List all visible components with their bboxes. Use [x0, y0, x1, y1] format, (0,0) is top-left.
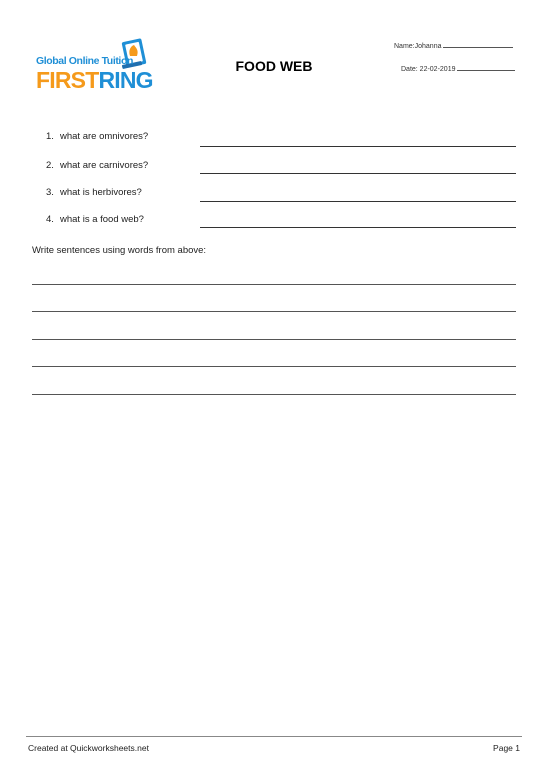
- writing-line-5: [32, 394, 516, 395]
- answer-line-1: [200, 146, 516, 147]
- name-label: Name:Johanna: [394, 43, 442, 50]
- instruction-text: Write sentences using words from above:: [32, 245, 207, 256]
- writing-line-1: [32, 284, 516, 285]
- logo-brand-ring: RING: [98, 67, 153, 93]
- logo-tagline: Global Online Tuition: [36, 55, 133, 67]
- question-number: 2.: [46, 160, 54, 171]
- question-4: [46, 214, 144, 225]
- page-number: Page 1: [493, 743, 520, 753]
- question-number: 4.: [46, 214, 54, 225]
- question-text: what is herbivores?: [60, 187, 142, 198]
- writing-line-4: [32, 366, 516, 367]
- footer-divider: [26, 736, 522, 737]
- question-number: 1.: [46, 131, 54, 142]
- name-blank-line: [443, 41, 513, 48]
- question-3: [46, 187, 142, 198]
- question-text: what is a food web?: [60, 214, 144, 225]
- question-text: what are omnivores?: [60, 131, 149, 142]
- date-label: Date: 22-02-2019: [401, 66, 456, 73]
- question-number: 3.: [46, 187, 54, 198]
- footer-credit: Created at Quickworksheets.net: [28, 743, 149, 753]
- writing-line-3: [32, 339, 516, 340]
- question-2: [46, 160, 148, 171]
- date-blank-line: [457, 64, 515, 71]
- question-1: [46, 131, 148, 142]
- writing-line-2: [32, 311, 516, 312]
- answer-line-4: [200, 227, 516, 228]
- page-title: FOOD WEB: [235, 58, 313, 74]
- answer-line-2: [200, 173, 516, 174]
- logo-brand-first: FIRST: [36, 67, 99, 93]
- date-field: [401, 64, 515, 73]
- name-field: [394, 41, 513, 50]
- answer-line-3: [200, 201, 516, 202]
- question-text: what are carnivores?: [60, 160, 149, 171]
